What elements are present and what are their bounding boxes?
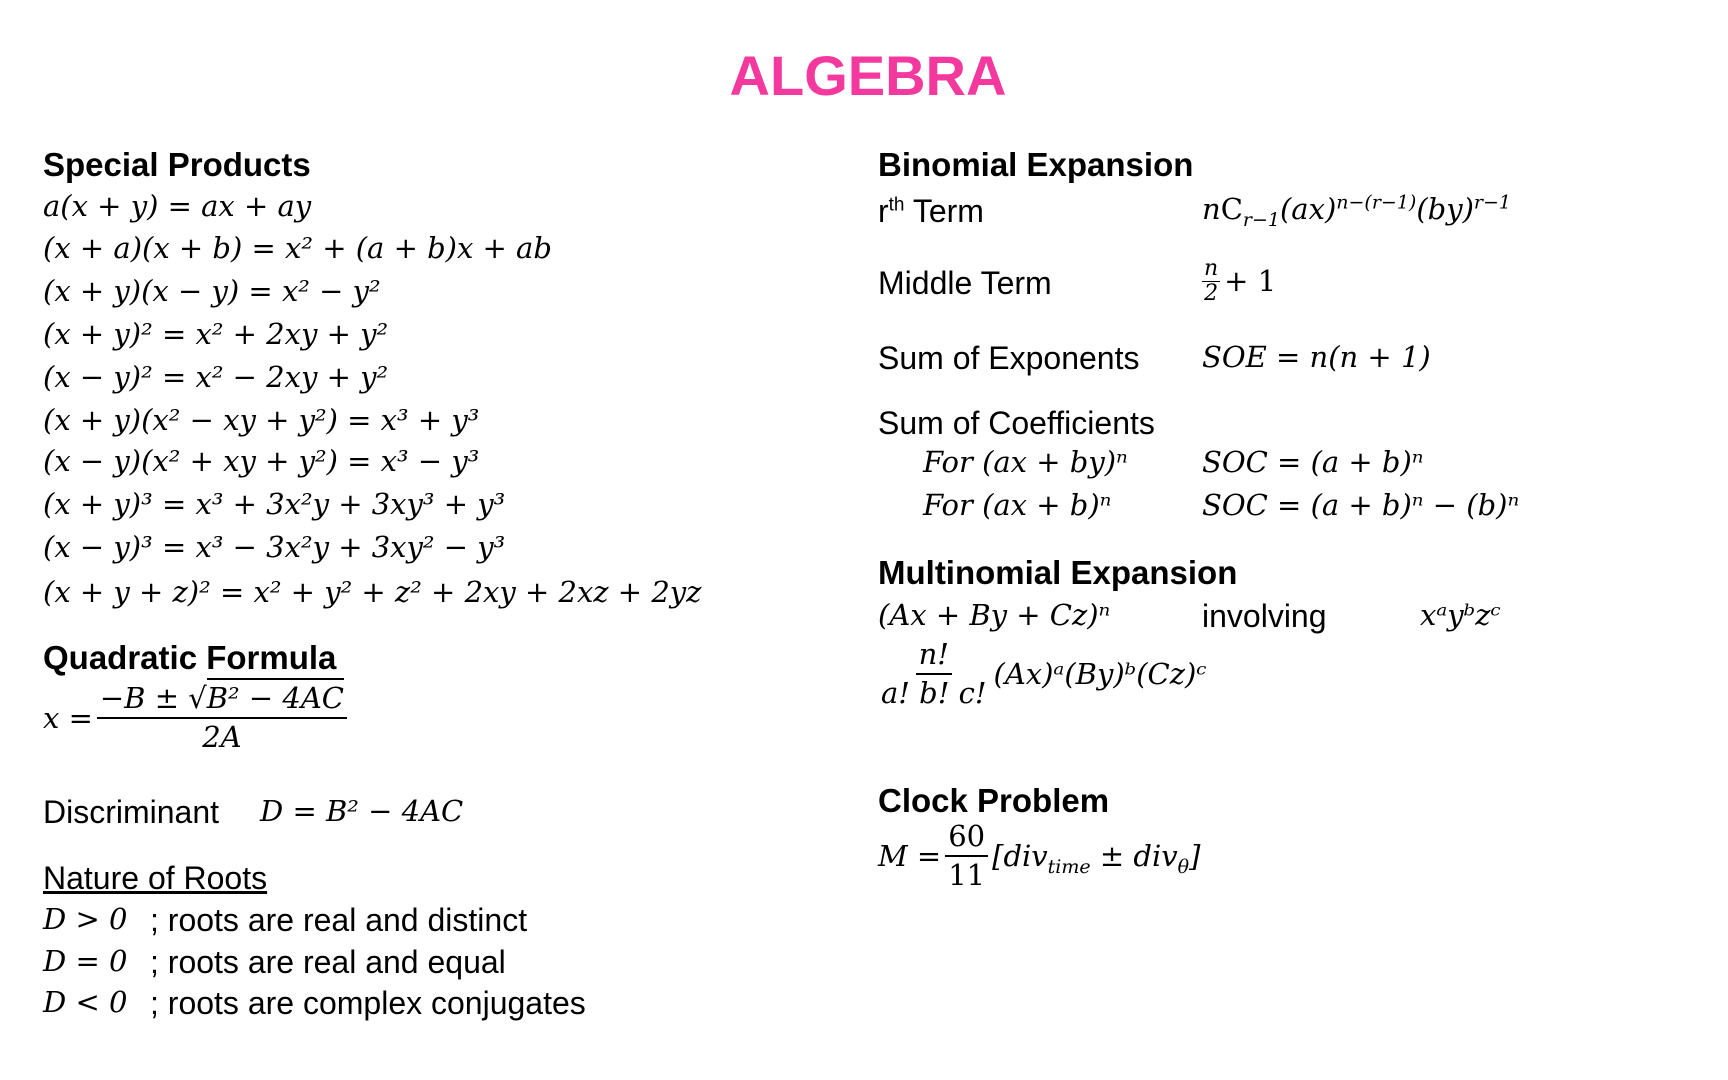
middle-term-formula <box>1198 258 1276 305</box>
root-condition: D < 0 <box>43 985 128 1019</box>
clock-lhs: M = <box>878 838 942 873</box>
quadratic-radicand: B² − 4AC <box>207 678 344 715</box>
root-description: ; roots are real and distinct <box>150 902 528 938</box>
rth-sub: r−1 <box>1242 208 1280 231</box>
middle-den: 2 <box>1204 281 1219 306</box>
root-condition: D > 0 <box>43 902 128 936</box>
sum-of-coefficients-label: Sum of Coefficients <box>878 405 1155 441</box>
discriminant-formula: D = B² − 4AC <box>260 794 464 828</box>
quadratic-denominator: 2A <box>202 720 242 754</box>
quadratic-fraction <box>97 681 347 754</box>
formula-line: (x + y)³ = x³ + 3x²y + 3xy³ + y³ <box>43 487 506 521</box>
multinomial-coefficient <box>874 637 1207 710</box>
multinomial-expansion-heading: Multinomial Expansion <box>878 554 1238 591</box>
coef-rest: (Ax)ᵃ(By)ᵇ(Cz)ᶜ <box>993 656 1207 691</box>
page-title: ALGEBRA <box>729 44 1007 107</box>
soc-formula: SOC = (a + b)ⁿ − (b)ⁿ <box>1202 488 1520 522</box>
rth-r: r <box>878 193 889 229</box>
quadratic-formula <box>43 681 351 754</box>
sum-of-exponents-label: Sum of Exponents <box>878 340 1140 376</box>
soc-formula: SOC = (a + b)ⁿ <box>1202 445 1424 479</box>
special-products-heading: Special Products <box>43 146 311 183</box>
discriminant-label: Discriminant <box>43 794 220 830</box>
quadratic-lhs: x = <box>43 700 93 735</box>
root-condition: D = 0 <box>43 944 128 978</box>
formula-line: (x + y)(x² − xy + y²) = x³ + y³ <box>43 403 480 437</box>
formula-line: (x − y)(x² + xy + y²) = x³ − y³ <box>43 444 480 478</box>
rth-by: (by) <box>1416 192 1474 226</box>
rth-label-text: Term <box>904 193 984 229</box>
middle-term-label: Middle Term <box>878 265 1052 301</box>
root-description: ; roots are complex conjugates <box>150 985 586 1021</box>
formula-line: (x + a)(x + b) = x² + (a + b)x + ab <box>43 231 552 265</box>
formula-line: (x − y)³ = x³ − 3x²y + 3xy² − y³ <box>43 530 506 564</box>
soc-case: For (ax + by)ⁿ <box>923 445 1128 479</box>
formula-line: (x − y)² = x² − 2xy + y² <box>43 360 389 394</box>
multinomial-expression: (Ax + By + Cz)ⁿ <box>878 598 1111 632</box>
clock-close: ] <box>1189 838 1201 873</box>
formula-line: a(x + y) = ax + ay <box>43 189 312 223</box>
sum-of-exponents-formula: SOE = n(n + 1) <box>1202 340 1431 374</box>
rth-c: C <box>1220 192 1243 226</box>
quadratic-formula-heading: Quadratic Formula <box>43 639 337 676</box>
clock-fraction <box>945 819 988 892</box>
clock-num: 60 <box>945 822 988 857</box>
coef-den: a! b! c! <box>881 676 987 710</box>
rth-exp1: n−(r−1) <box>1336 191 1417 214</box>
root-description: ; roots are real and equal <box>150 944 506 980</box>
clock-den: 11 <box>948 858 986 892</box>
middle-rest: + 1 <box>1224 264 1277 298</box>
nature-of-roots-heading: Nature of Roots <box>43 860 268 896</box>
rth-n: n <box>1202 192 1221 226</box>
binomial-expansion-heading: Binomial Expansion <box>878 146 1194 183</box>
soc-case: For (ax + b)ⁿ <box>923 488 1112 522</box>
formula-line: (x + y)(x − y) = x² − y² <box>43 274 381 308</box>
rth-ax: (ax) <box>1279 192 1337 226</box>
clock-sub-theta: θ <box>1177 855 1190 878</box>
clock-open: [div <box>992 838 1048 873</box>
middle-num: n <box>1204 256 1219 281</box>
rth-term-formula <box>1202 191 1512 231</box>
clock-bracket-expr <box>992 838 1201 878</box>
multinomial-term: xᵃyᵇzᶜ <box>1420 598 1501 632</box>
clock-problem-heading: Clock Problem <box>878 782 1110 819</box>
involving-label: involving <box>1202 598 1327 634</box>
rth-sup: th <box>888 194 905 216</box>
clock-pm: ± div <box>1090 838 1178 873</box>
coef-num: n! <box>916 640 952 675</box>
middle-term-fraction <box>1202 258 1220 305</box>
formula-line: (x + y)² = x² + 2xy + y² <box>43 317 389 351</box>
rth-term-label <box>878 195 984 227</box>
quadratic-numerator-prefix: −B ± √ <box>99 681 207 715</box>
clock-sub-time: time <box>1047 855 1091 878</box>
formula-line: (x + y + z)² = x² + y² + z² + 2xy + 2xz + 2yz <box>43 575 702 609</box>
rth-exp2: r−1 <box>1473 191 1512 214</box>
clock-formula <box>878 819 1201 892</box>
multinomial-fraction <box>878 637 990 710</box>
